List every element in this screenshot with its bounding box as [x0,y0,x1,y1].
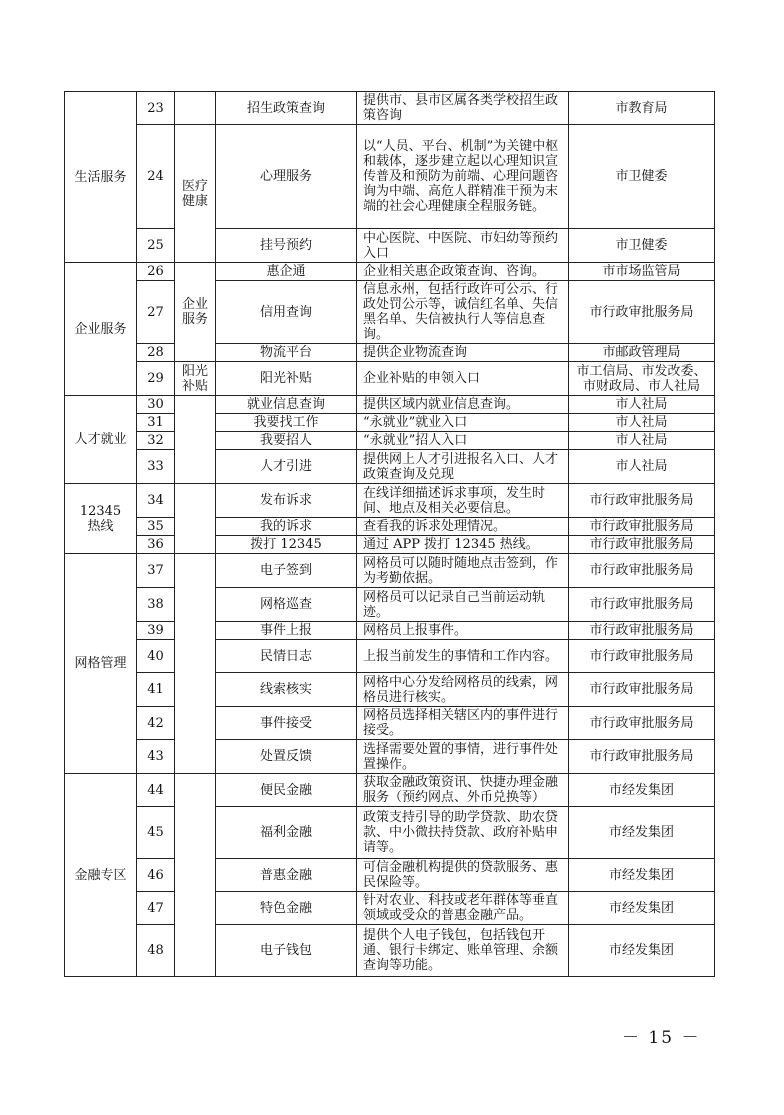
department: 市行政审批服务局 [569,518,715,536]
row-number: 44 [137,774,175,807]
department: 市人社局 [569,414,715,432]
service-description: 上报当前发生的事情和工作内容。 [357,640,569,673]
service-description: 网格员可以记录自己当前运动轨迹。 [357,588,569,622]
service-name: 就业信息查询 [216,396,357,414]
service-description: 可信金融机构提供的贷款服务、惠民保险等。 [357,859,569,892]
row-number: 39 [137,622,175,640]
department: 市人社局 [569,396,715,414]
service-name: 阳光补贴 [216,362,357,396]
department: 市卫健委 [569,125,715,229]
row-number: 23 [137,92,175,125]
subcategory-cell: 医疗 健康 [175,125,216,263]
department: 市经发集团 [569,774,715,807]
table-row [65,362,715,396]
table-row [65,859,715,892]
service-description: 提供区域内就业信息查询。 [357,396,569,414]
row-number: 36 [137,536,175,554]
table-row [65,622,715,640]
department: 市人社局 [569,432,715,450]
service-table [64,91,715,977]
service-name: 事件上报 [216,622,357,640]
subcategory-cell [175,484,216,554]
department: 市行政审批服务局 [569,484,715,518]
service-description: 信息永州，包括行政许可公示、行政处罚公示等，诚信红名单、失信黑名单、失信被执行人等信息查询。 [357,281,569,344]
table-row [65,707,715,740]
department: 市工信局、市发改委、市财政局、市人社局 [569,362,715,396]
service-description: 提供网上人才引进报名入口、人才政策查询及兑现 [357,450,569,484]
row-number: 48 [137,925,175,977]
department: 市行政审批服务局 [569,673,715,707]
row-number: 30 [137,396,175,414]
row-number: 32 [137,432,175,450]
row-number: 25 [137,229,175,263]
department: 市经发集团 [569,859,715,892]
service-description: 查看我的诉求处理情况。 [357,518,569,536]
service-description: 中心医院、中医院、市妇幼等预约入口 [357,229,569,263]
row-number: 42 [137,707,175,740]
table-row [65,229,715,263]
table-row [65,640,715,673]
table-row [65,432,715,450]
service-description: 网格中心分发给网格员的线索，网格员进行核实。 [357,673,569,707]
service-description: 网格员可以随时随地点击签到，作为考勤依据。 [357,554,569,588]
department: 市人社局 [569,450,715,484]
row-number: 43 [137,740,175,774]
service-description: 政策支持引导的助学贷款、助农贷款、中小微扶持贷款、政府补贴申请等。 [357,807,569,859]
category-cell: 人才就业 [65,396,137,484]
table-row [65,807,715,859]
service-description: 网格员选择相关辖区内的事件进行接受。 [357,707,569,740]
category-cell: 企业服务 [65,263,137,396]
service-description: 网格员上报事件。 [357,622,569,640]
service-name: 电子钱包 [216,925,357,977]
table-row [65,518,715,536]
service-name: 心理服务 [216,125,357,229]
service-description: 提供个人电子钱包，包括钱包开通、银行卡绑定、账单管理、余额查询等功能。 [357,925,569,977]
table-row [65,125,715,229]
service-name: 处置反馈 [216,740,357,774]
service-description: 企业相关惠企政策查询、咨询。 [357,263,569,281]
table-row [65,774,715,807]
service-name: 民情日志 [216,640,357,673]
service-description: 企业补贴的申领入口 [357,362,569,396]
department: 市行政审批服务局 [569,588,715,622]
service-description: 获取金融政策资讯、快捷办理金融服务（预约网点、外币兑换等） [357,774,569,807]
department: 市行政审批服务局 [569,554,715,588]
table-row [65,740,715,774]
row-number: 27 [137,281,175,344]
table-row [65,484,715,518]
service-description: 选择需要处置的事情，进行事件处置操作。 [357,740,569,774]
service-name: 福利金融 [216,807,357,859]
row-number: 45 [137,807,175,859]
category-cell: 生活服务 [65,92,137,263]
subcategory-cell [175,554,216,774]
row-number: 33 [137,450,175,484]
row-number: 24 [137,125,175,229]
row-number: 37 [137,554,175,588]
row-number: 41 [137,673,175,707]
table-row [65,396,715,414]
table-row [65,450,715,484]
subcategory-cell [175,774,216,977]
category-cell: 金融专区 [65,774,137,977]
table-row [65,414,715,432]
subcategory-cell: 企业 服务 [175,263,216,362]
department: 市行政审批服务局 [569,707,715,740]
department: 市邮政管理局 [569,344,715,362]
row-number: 28 [137,344,175,362]
table-row [65,281,715,344]
table-row [65,892,715,925]
service-description: 提供企业物流查询 [357,344,569,362]
category-cell: 网格管理 [65,554,137,774]
table-row [65,344,715,362]
department: 市行政审批服务局 [569,536,715,554]
service-description: “永就业”招人入口 [357,432,569,450]
service-name: 拨打 12345 [216,536,357,554]
table-row [65,554,715,588]
service-name: 我要招人 [216,432,357,450]
service-name: 物流平台 [216,344,357,362]
service-name: 我要找工作 [216,414,357,432]
service-name: 事件接受 [216,707,357,740]
department: 市卫健委 [569,229,715,263]
row-number: 35 [137,518,175,536]
table-row [65,92,715,125]
department: 市经发集团 [569,807,715,859]
table-row [65,588,715,622]
service-name: 网格巡查 [216,588,357,622]
service-description: “永就业”就业入口 [357,414,569,432]
department: 市市场监管局 [569,263,715,281]
service-name: 普惠金融 [216,859,357,892]
department: 市教育局 [569,92,715,125]
service-name: 特色金融 [216,892,357,925]
table-row [65,263,715,281]
department: 市行政审批服务局 [569,640,715,673]
service-description: 提供市、县市区属各类学校招生政策咨询 [357,92,569,125]
page-number: － 15 － [622,1028,701,1048]
service-name: 招生政策查询 [216,92,357,125]
row-number: 40 [137,640,175,673]
table-row [65,536,715,554]
subcategory-cell: 阳光 补贴 [175,362,216,396]
table-row [65,673,715,707]
service-name: 发布诉求 [216,484,357,518]
service-name: 我的诉求 [216,518,357,536]
department: 市行政审批服务局 [569,281,715,344]
row-number: 31 [137,414,175,432]
service-name: 线索核实 [216,673,357,707]
service-name: 电子签到 [216,554,357,588]
service-description: 针对农业、科技或老年群体等垂直领域或受众的普惠金融产品。 [357,892,569,925]
department: 市行政审批服务局 [569,622,715,640]
subcategory-cell [175,92,216,125]
service-name: 便民金融 [216,774,357,807]
department: 市行政审批服务局 [569,740,715,774]
service-name: 人才引进 [216,450,357,484]
service-description: 通过 APP 拨打 12345 热线。 [357,536,569,554]
department: 市经发集团 [569,892,715,925]
row-number: 26 [137,263,175,281]
service-description: 以“人员、平台、机制”为关键中枢和载体，逐步建立起以心理知识宣传普及和预防为前端、心理问题咨询为中端、高危人群精准干预为末端的社会心理健康全程服务链。 [357,125,569,229]
service-name: 挂号预约 [216,229,357,263]
row-number: 29 [137,362,175,396]
service-description: 在线详细描述诉求事项，发生时间、地点及相关必要信息。 [357,484,569,518]
row-number: 34 [137,484,175,518]
subcategory-cell [175,396,216,484]
table-row [65,925,715,977]
row-number: 38 [137,588,175,622]
row-number: 46 [137,859,175,892]
service-name: 信用查询 [216,281,357,344]
row-number: 47 [137,892,175,925]
department: 市经发集团 [569,925,715,977]
category-cell: 12345 热线 [65,484,137,554]
service-name: 惠企通 [216,263,357,281]
